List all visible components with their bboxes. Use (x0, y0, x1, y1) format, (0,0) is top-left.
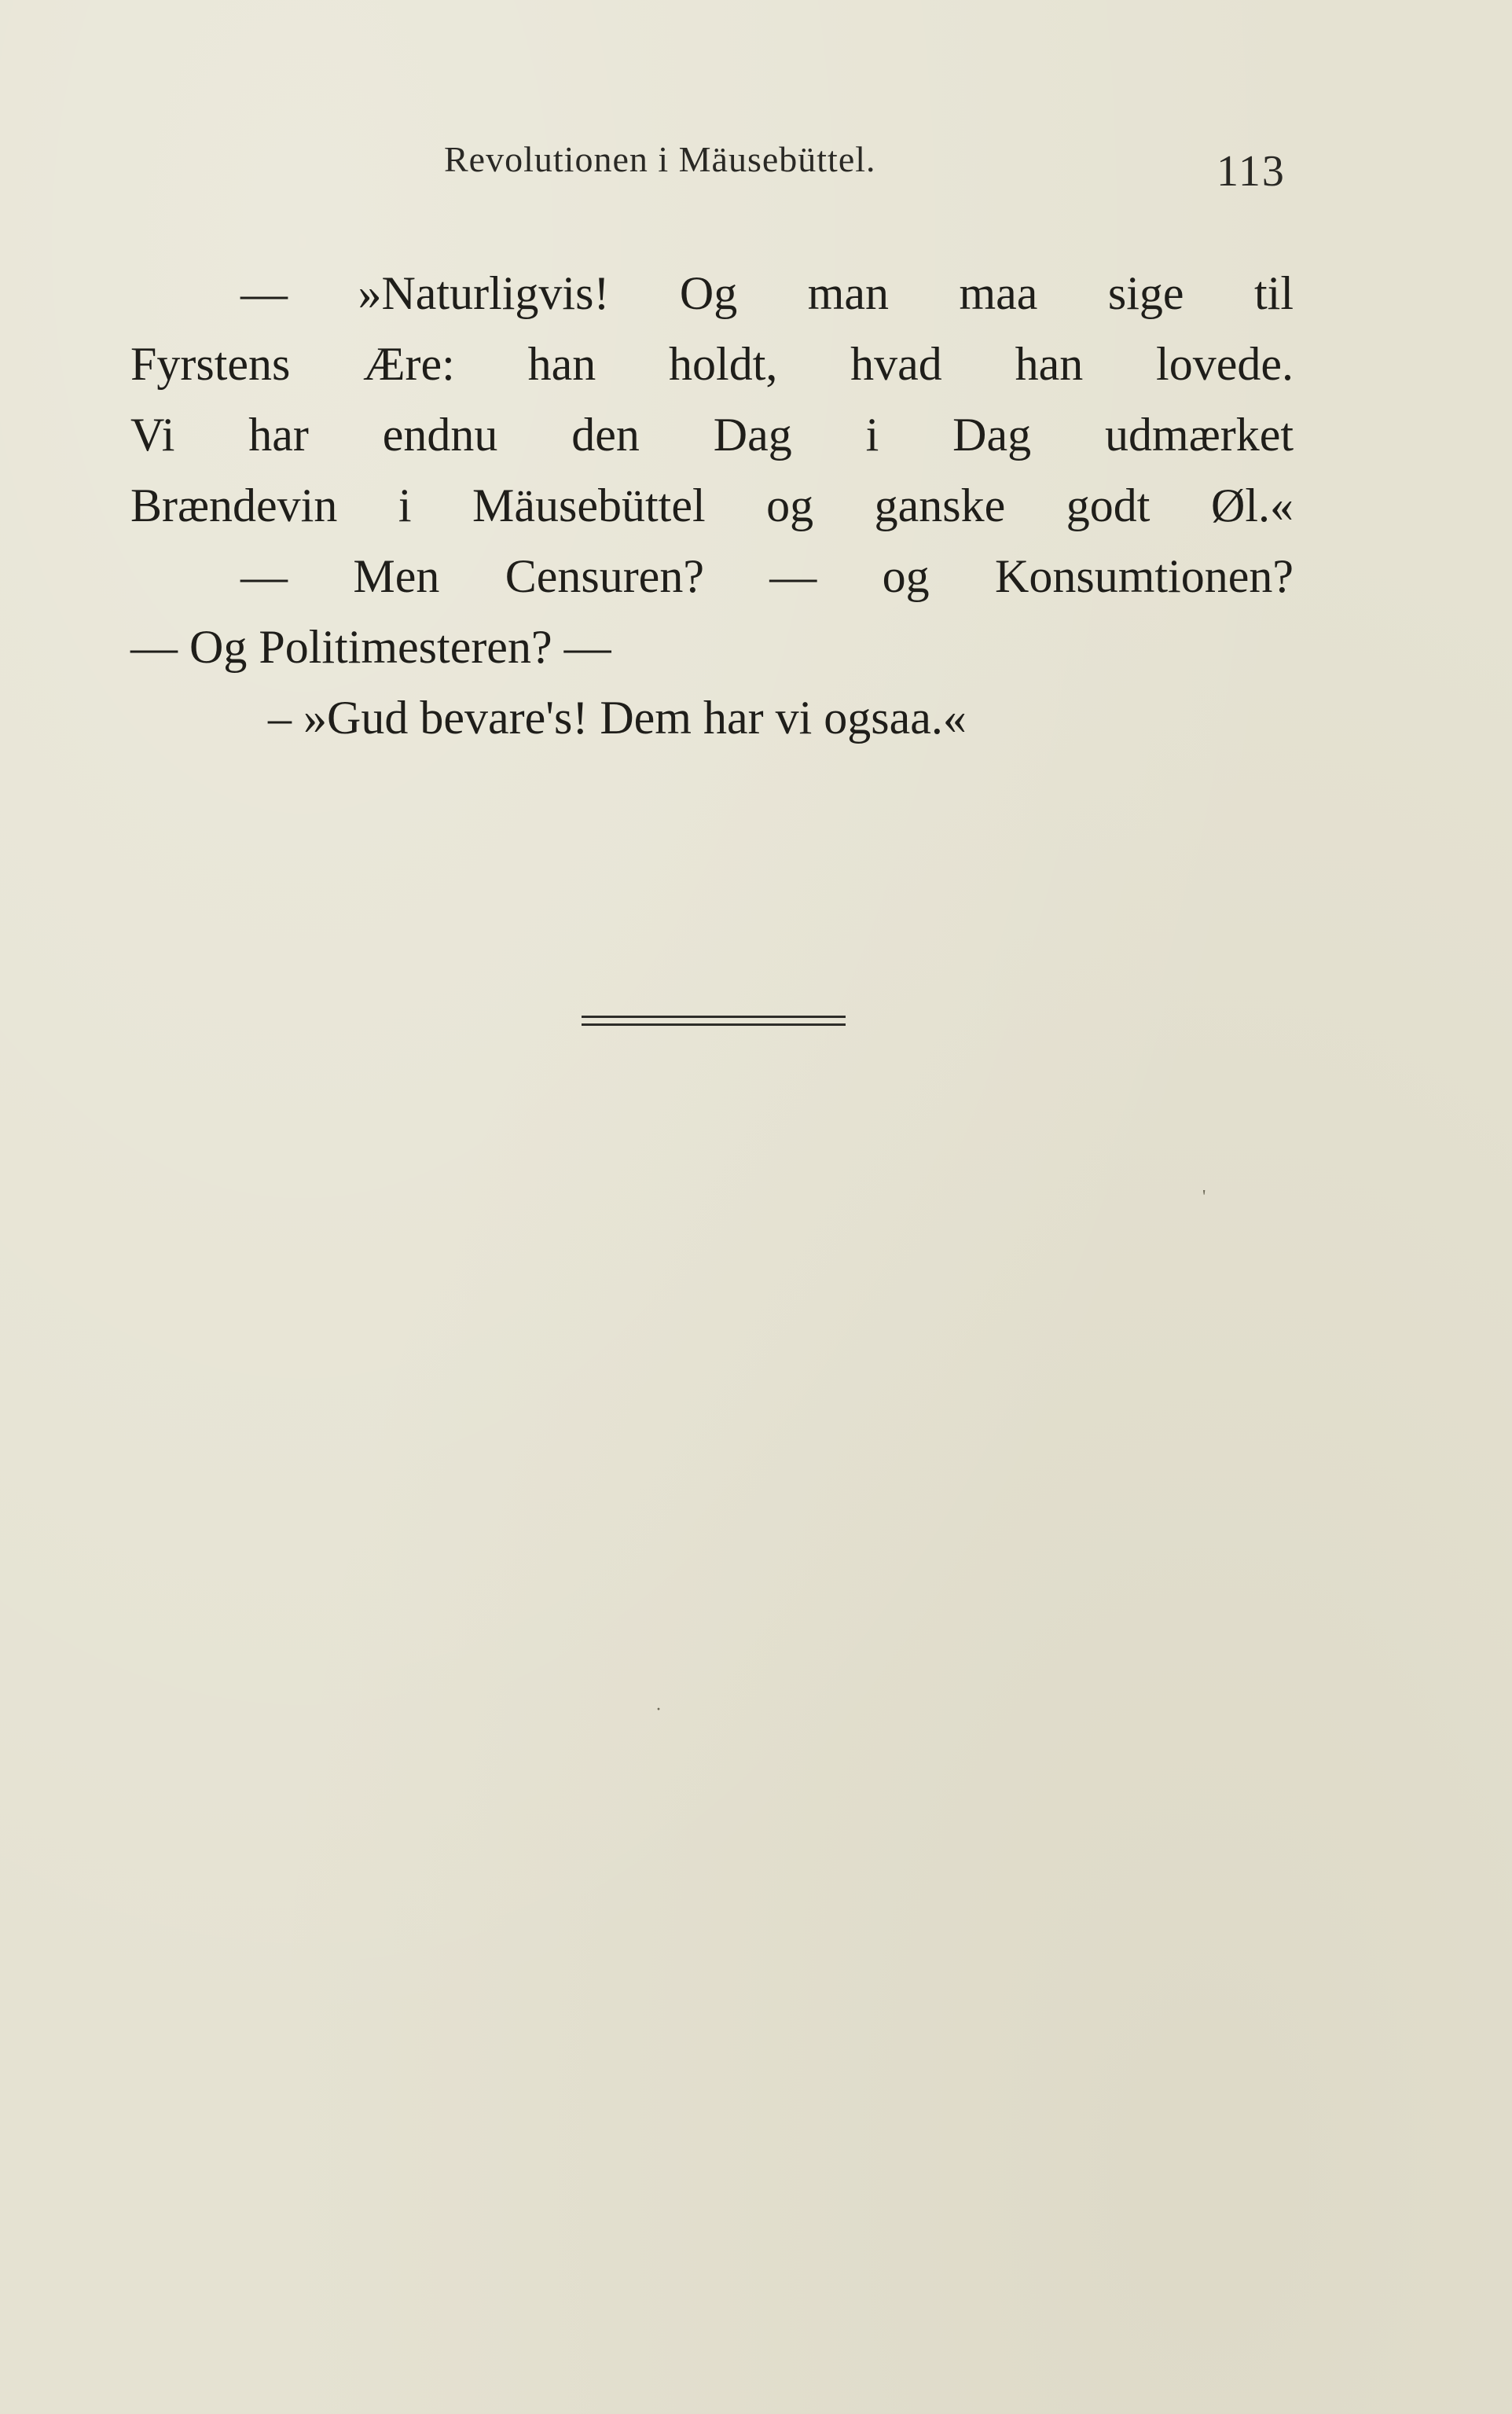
text-line: — Men Censuren? — og Konsumtionen? (240, 550, 1294, 602)
end-rule (582, 1016, 846, 1018)
text-line: – »Gud bevare's! Dem har vi ogsaa.« (268, 692, 967, 744)
paper-speck: ' (1202, 1187, 1206, 1207)
text-line: — »Naturligvis! Og man maa sige til (240, 267, 1294, 319)
text-line: Brændevin i Mäusebüttel og ganske godt Øl.« (130, 479, 1294, 531)
end-rule (582, 1023, 846, 1026)
paper-speck: · (655, 1699, 662, 1720)
text-line: Vi har endnu den Dag i Dag udmærket (130, 409, 1294, 461)
page-number: 113 (1217, 147, 1286, 196)
running-head: Revolutionen i Mäusebüttel. (444, 139, 876, 179)
text-line: Fyrstens Ære: han holdt, hvad han lovede. (130, 338, 1294, 390)
text-line: — Og Politimesteren? — (130, 621, 611, 673)
